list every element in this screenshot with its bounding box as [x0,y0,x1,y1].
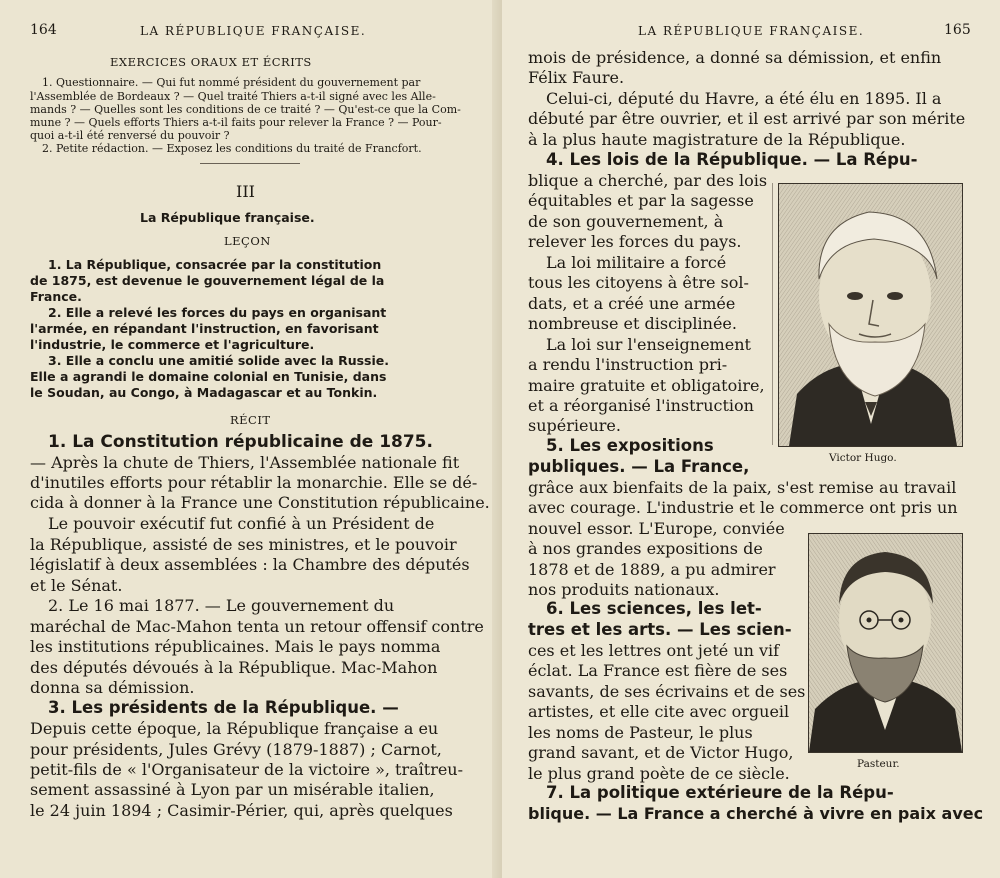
body-line: pour présidents, Jules Grévy (1879-1887) ; Carnot, [30,740,442,759]
right-page [502,0,1000,878]
body-line: la République, assisté de ses ministres, et le pouvoir [30,535,457,554]
body-line: nombreuse et disciplinée. [528,314,737,333]
body-line: maréchal de Mac-Mahon tenta un retour offensif contre [30,617,484,636]
body-line: Le pouvoir exécutif fut confié à un Président de [48,514,435,533]
body-line: les noms de Pasteur, le plus [528,723,753,742]
caption-victor-hugo: Victor Hugo. [829,452,897,464]
body-line: nos produits nationaux. [528,580,720,599]
section-heading: tres et les arts. — Les scien- [528,620,792,639]
section-heading: 3. Les présidents de la République. — [48,698,399,717]
body-line: 1878 et de 1889, a pu admirer [528,560,776,579]
body-line: tous les citoyens à être sol- [528,273,749,292]
body-line: petit-fils de « l'Organisateur de la victoire », traîtreu- [30,760,464,779]
body-line: — Après la chute de Thiers, l'Assemblée nationale fit [30,453,460,472]
body-line: maire gratuite et obligatoire, [528,376,765,395]
body-line: législatif à deux assemblées : la Chambre des députés [30,555,470,574]
lesson-line: l'industrie, le commerce et l'agriculture. [30,337,315,352]
victor-hugo-portrait [778,183,963,447]
body-line: à nos grandes expositions de [528,539,763,558]
lesson-line: 3. Elle a conclu une amitié solide avec la Russie. [48,353,390,368]
lesson-line: Elle a agrandi le domaine colonial en Tunisie, dans [30,369,387,384]
body-line: ces et les lettres ont jeté un vif [528,641,780,660]
section-heading: 1. La Constitution républicaine de 1875. [48,432,433,452]
image-frame-line [772,183,773,445]
body-line: donna sa démission. [30,678,195,697]
body-line: sement assassiné à Lyon par un misérable italien, [30,780,435,799]
body-line: La loi sur l'enseignement [546,335,751,354]
chapter-title: La République française. [140,210,315,225]
body-line: La loi militaire a forcé [546,253,727,272]
body-line: et le Sénat. [30,576,123,595]
page-number-right: 165 [944,22,971,38]
body-line: a rendu l'instruction pri- [528,355,728,374]
body-line: d'inutiles efforts pour rétablir la monarchie. Elle se dé- [30,473,478,492]
body-line: à la plus haute magistrature de la République. [528,130,906,149]
body-line: de son gouvernement, à [528,212,724,231]
section-heading: 6. Les sciences, les let- [546,599,762,618]
lesson-line: l'armée, en répandant l'instruction, en favorisant [30,321,379,336]
caption-pasteur: Pasteur. [857,758,900,770]
section-heading: publiques. — La France, [528,457,750,476]
body-line: artistes, et elle cite avec orgueil [528,702,790,721]
body-line: Celui-ci, député du Havre, a été élu en 1895. Il a [546,89,942,108]
body-line: le plus grand poète de ce siècle. [528,764,790,783]
body-line: cida à donner à la France une Constitution républicaine. [30,493,490,512]
body-line: éclat. La France est fière de ses [528,661,788,680]
question-line: 1. Questionnaire. — Qui fut nommé président du gouvernement par [42,76,421,89]
running-head-left: LA RÉPUBLIQUE FRANÇAISE. [140,24,367,38]
section-heading: 2. Le 16 mai 1877. — Le gouvernement du [48,596,395,615]
body-line: supérieure. [528,416,621,435]
body-line: mois de présidence, a donné sa démission, et enfin [528,48,942,67]
question-line: mune ? — Quels efforts Thiers a-t-il faits pour relever la France ? — Pour- [30,116,442,129]
body-line: des députés dévoués à la République. Mac-Mahon [30,658,438,677]
divider [200,163,300,164]
page-number-left: 164 [30,22,57,38]
body-line: et a réorganisé l'instruction [528,396,754,415]
body-line: Depuis cette époque, la République française a eu [30,719,439,738]
left-page [0,0,498,878]
body-line: le 24 juin 1894 ; Casimir-Périer, qui, après quelques [30,801,453,820]
body-line: relever les forces du pays. [528,232,742,251]
pasteur-portrait [808,533,963,753]
running-head-right: LA RÉPUBLIQUE FRANÇAISE. [638,24,865,38]
body-line: nouvel essor. L'Europe, conviée [528,519,785,538]
body-line: équitables et par la sagesse [528,191,754,210]
body-line: grâce aux bienfaits de la paix, s'est remise au travail [528,478,957,497]
question-line: mands ? — Quelles sont les conditions de ce traité ? — Qu'est-ce que la Com- [30,103,461,116]
question-line: l'Assemblée de Bordeaux ? — Quel traité Thiers a-t-il signé avec les Alle- [30,90,436,103]
lecon-heading: LEÇON [224,234,271,248]
section-heading: 4. Les lois de la République. — La Répu- [546,150,918,169]
body-line: blique a cherché, par des lois [528,171,768,190]
section-heading: 5. Les expositions [546,436,714,455]
body-line: grand savant, et de Victor Hugo, [528,743,794,762]
section-heading: 7. La politique extérieure de la Répu- [546,783,894,802]
lesson-line: de 1875, est devenue le gouvernement légal de la [30,273,385,288]
body-line: blique. — La France a cherché à vivre en paix avec [528,804,984,823]
body-line: les institutions républicaines. Mais le pays nomma [30,637,441,656]
redaction-line: 2. Petite rédaction. — Exposez les conditions du traité de Francfort. [42,142,422,155]
lesson-line: 1. La République, consacrée par la constitution [48,257,382,272]
chapter-number: III [236,182,255,201]
question-line: quoi a-t-il été renversé du pouvoir ? [30,129,230,142]
lesson-line: France. [30,289,82,304]
lesson-line: le Soudan, au Congo, à Madagascar et au Tonkin. [30,385,378,400]
body-line: dats, et a créé une armée [528,294,736,313]
body-line: Félix Faure. [528,68,625,87]
body-line: avec courage. L'industrie et le commerce ont pris un [528,498,958,517]
body-line: savants, de ses écrivains et de ses [528,682,806,701]
body-line: débuté par être ouvrier, et il est arrivé par son mérite [528,109,966,128]
exercises-title: EXERCICES ORAUX ET ÉCRITS [110,55,312,69]
lesson-line: 2. Elle a relevé les forces du pays en organisant [48,305,387,320]
recit-heading: RÉCIT [230,413,271,427]
